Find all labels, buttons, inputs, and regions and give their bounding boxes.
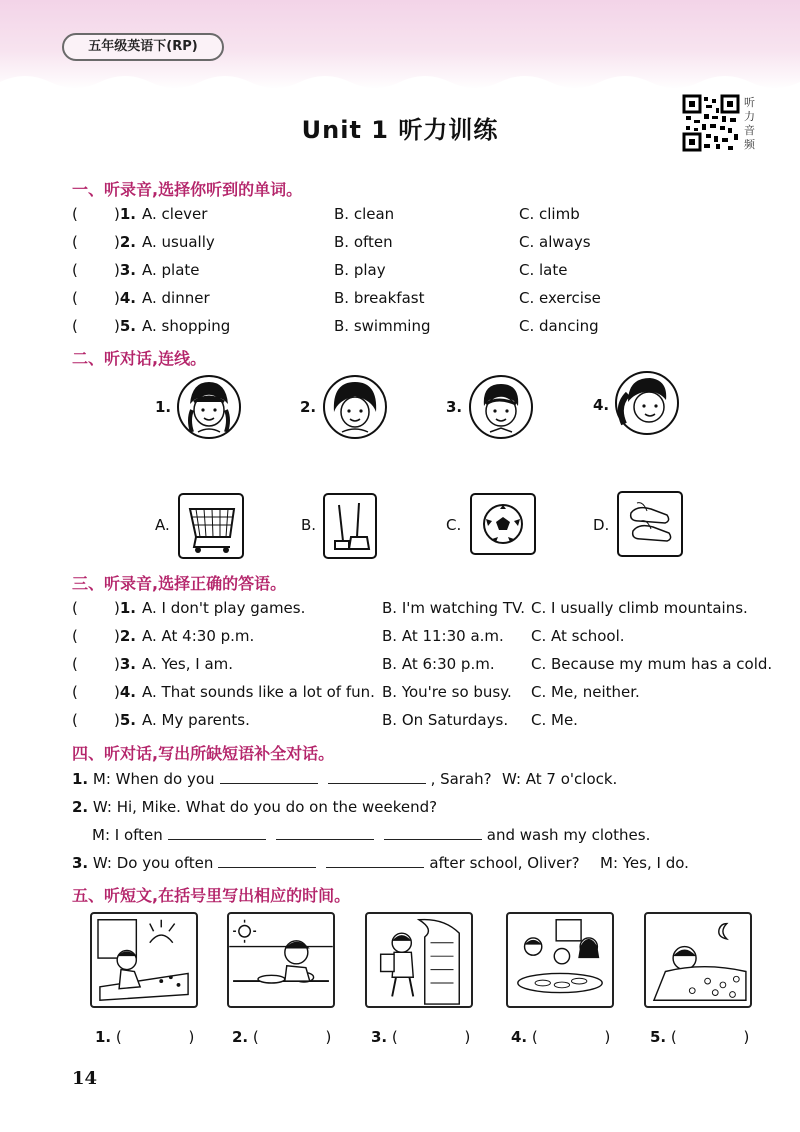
girl-braids-icon [176,374,242,440]
s3-item-3: ( )3. A. Yes, I am. B. At 6:30 p.m. C. Because my mum has a cold. [72,655,773,673]
scene-waking-up-icon [90,912,198,1008]
section4-heading: 四、听对话,写出所缺短语补全对话。 [72,744,335,763]
person-label-4: 4. [593,396,610,414]
s4-line-2: 2. W: Hi, Mike. What do you do on the weekend? [72,798,438,816]
scene-sleeping-icon [644,912,752,1008]
s3-item-5: ( )5. A. My parents. B. On Saturdays. C. Me. [72,711,578,729]
boy-icon [468,374,534,440]
scene-school-icon [365,912,473,1008]
object-label-a: A. [155,516,170,534]
object-label-d: D. [593,516,610,534]
person-label-3: 3. [446,398,463,416]
s1-item-3: ( )3. A. plate B. play C. late [72,261,568,279]
soccer-ball-icon [470,493,536,555]
section1-heading: 一、听录音,选择你听到的单词。 [72,180,303,199]
page-number: 14 [72,1068,98,1089]
scene-family-dinner-icon [506,912,614,1008]
s1-item-5: ( )5. A. shopping B. swimming C. dancing [72,317,599,335]
answer-3[interactable]: 3. ( ) [371,1028,471,1046]
section2-heading: 二、听对话,连线。 [72,349,207,368]
section5-heading: 五、听短文,在括号里写出相应的时间。 [72,886,351,905]
qr-code-icon[interactable] [682,94,740,152]
wave-border [0,62,800,92]
qr-label: 听 力 音 频 [744,96,755,151]
girl-curly-hair-icon [322,374,388,440]
answer-2[interactable]: 2. ( ) [232,1028,332,1046]
object-label-b: B. [301,516,317,534]
shopping-cart-icon [178,493,244,559]
girl-ponytail-icon [614,370,680,436]
book-tag: 五年级英语下(RP) [62,33,224,61]
broom-dustpan-icon [323,493,377,559]
object-label-c: C. [446,516,462,534]
scene-breakfast-icon [227,912,335,1008]
answer-5[interactable]: 5. ( ) [650,1028,750,1046]
s4-line-2b: M: I often and wash my clothes. [92,826,651,844]
page-title: Unit 1 听力训练 [301,116,499,144]
s4-line-3: 3. W: Do you often after school, Oliver? M: Yes, I do. [72,854,689,872]
s1-item-1: ( )1. A. clever B. clean C. climb [72,205,580,223]
answer-4[interactable]: 4. ( ) [511,1028,611,1046]
s3-item-1: ( )1. A. I don't play games. B. I'm watching TV. C. I usually climb mountains. [72,599,748,617]
s1-item-4: ( )4. A. dinner B. breakfast C. exercise [72,289,601,307]
s1-item-2: ( )2. A. usually B. often C. always [72,233,591,251]
answer-1[interactable]: 1. ( ) [95,1028,195,1046]
person-label-1: 1. [155,398,172,416]
person-label-2: 2. [300,398,317,416]
s3-item-2: ( )2. A. At 4:30 p.m. B. At 11:30 a.m. C. At school. [72,627,625,645]
s3-item-4: ( )4. A. That sounds like a lot of fun. B. You're so busy. C. Me, neither. [72,683,640,701]
section3-heading: 三、听录音,选择正确的答语。 [72,574,287,593]
s4-line-1: 1. M: When do you , Sarah? W: At 7 o'clock. [72,770,618,788]
ballet-shoes-icon [617,491,683,557]
